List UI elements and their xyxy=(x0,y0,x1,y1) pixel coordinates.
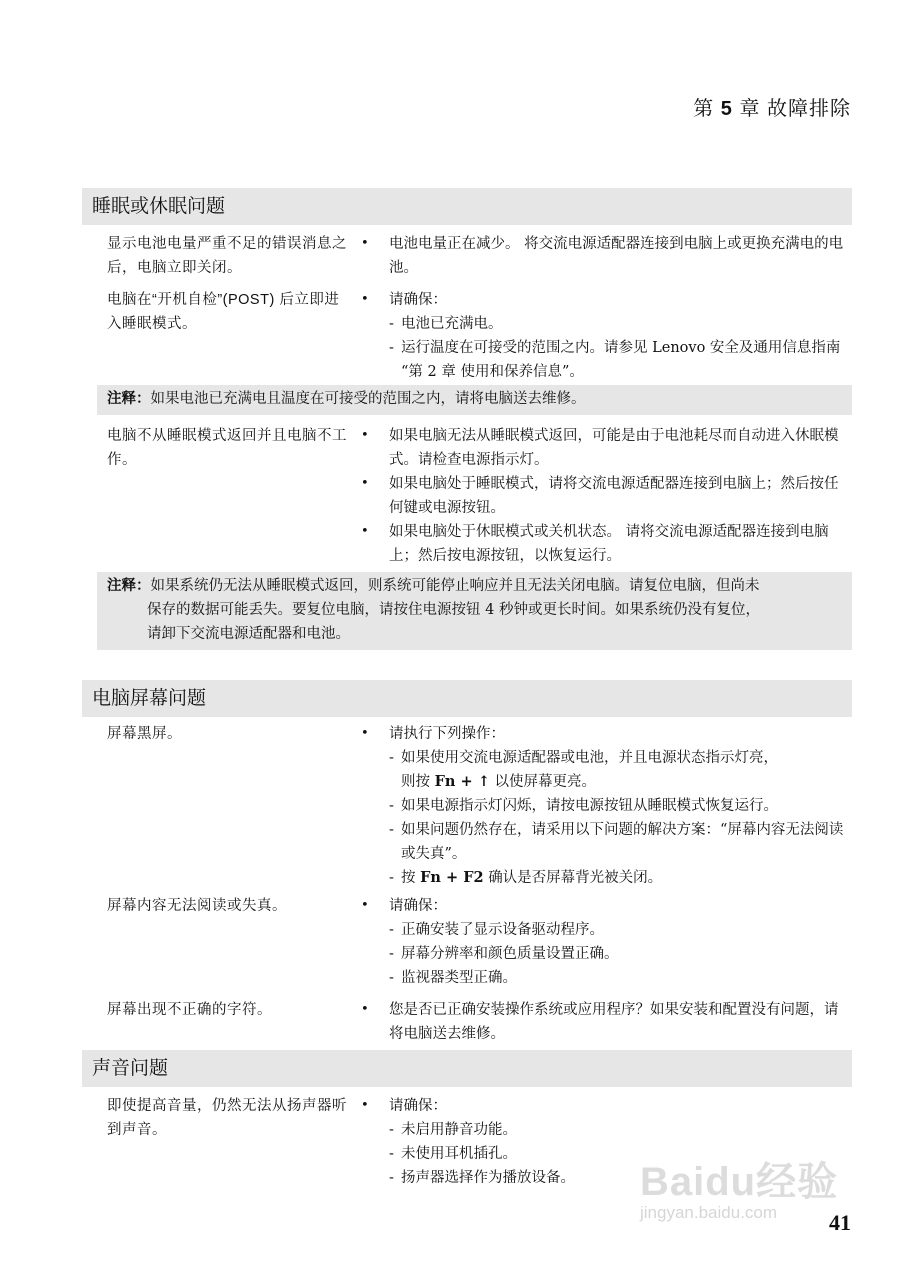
dash-mark: - xyxy=(389,970,394,986)
dash-text: 电池已充满电。 xyxy=(401,316,503,332)
bullet-item xyxy=(361,722,851,746)
baidu-watermark xyxy=(640,1150,838,1223)
bullet-mark: • xyxy=(361,476,369,491)
section-heading-sound: 声音问题 xyxy=(82,1050,852,1087)
dash-item xyxy=(361,794,851,818)
chapter-prefix: 第 xyxy=(693,98,715,120)
problem-distorted-screen: 屏幕内容无法阅读或失真。 xyxy=(107,898,287,914)
bullet-text: 请确保： xyxy=(389,898,447,914)
note-label: 注释： xyxy=(107,391,151,407)
dash-item xyxy=(361,918,851,942)
dash-text: 如果问题仍然存在，请采用以下问题的解决方案：“屏幕内容无法阅读或失真”。 xyxy=(401,822,844,862)
bullet-text: 请执行下列操作： xyxy=(389,726,505,742)
dash-mark: - xyxy=(389,1170,394,1186)
dash-mark: - xyxy=(389,316,394,332)
note-line: 保存的数据可能丢失。要复位电脑，请按住电源按钮 4 秒钟或更长时间。如果系统仍没有复位， xyxy=(147,602,760,618)
bullet-mark: • xyxy=(361,292,369,307)
dash-mark: - xyxy=(389,1122,394,1138)
problem-low-battery: 显示电池电量严重不足的错误消息之后，电脑立即关闭。 xyxy=(107,236,347,276)
dash-text: 运行温度在可接受的范围之内。请参见 Lenovo 安全及通用信息指南 “第 2 章 使用和保养信息”。 xyxy=(401,340,841,380)
bullet-item xyxy=(361,1094,851,1118)
dash-item xyxy=(361,818,851,866)
watermark-brand: Baidu经验 xyxy=(640,1160,839,1204)
solution-distorted-screen xyxy=(361,894,851,990)
bullet-mark: • xyxy=(361,726,369,741)
note-line xyxy=(107,574,842,598)
dash-text: 屏幕分辨率和颜色质量设置正确。 xyxy=(401,946,619,962)
dash-item xyxy=(361,312,851,336)
bullet-item xyxy=(361,894,851,918)
dash-mark: - xyxy=(389,822,394,838)
dash-item xyxy=(361,966,851,990)
dash-item xyxy=(361,942,851,966)
dash-mark: - xyxy=(389,870,394,886)
key-combo: Fn + F2 xyxy=(420,869,484,886)
dash-text: 监视器类型正确。 xyxy=(401,970,517,986)
bullet-mark: • xyxy=(361,428,369,443)
dash-mark: - xyxy=(389,798,394,814)
watermark-url: jingyan.baidu.com xyxy=(640,1203,778,1222)
bullet-mark: • xyxy=(361,1098,369,1113)
dash-text: 以使屏幕更亮。 xyxy=(494,774,596,790)
bullet-mark: • xyxy=(361,236,369,251)
chapter-number: 5 xyxy=(720,98,733,120)
bullet-item xyxy=(361,520,851,568)
note-text: 如果电池已充满电且温度在可接受的范围之内，请将电脑送去维修。 xyxy=(150,391,586,407)
note-battery-charged xyxy=(97,385,852,415)
bullet-text: 如果电脑处于休眠模式或关机状态。 请将交流电源适配器连接到电脑上；然后按电源按钮，以恢复运行。 xyxy=(389,524,829,564)
note-label: 注释： xyxy=(107,578,151,594)
bullet-item xyxy=(361,288,851,312)
dash-text: 扬声器选择作为播放设备。 xyxy=(401,1170,575,1186)
dash-mark: - xyxy=(389,750,394,766)
note-text: 如果系统仍无法从睡眠模式返回，则系统可能停止响应并且无法关闭电脑。请复位电脑，但尚未 xyxy=(150,578,760,594)
bullet-text: 电池电量正在减少。 将交流电源适配器连接到电脑上或更换充满电的电池。 xyxy=(389,236,844,276)
dash-item xyxy=(361,746,851,794)
key-combo: Fn + ↑ xyxy=(434,773,490,790)
solution-black-screen xyxy=(361,722,851,890)
dash-text: 未使用耳机插孔。 xyxy=(401,1146,517,1162)
problem-no-resume: 电脑不从睡眠模式返回并且电脑不工作。 xyxy=(107,428,347,468)
chapter-title: 章 故障排除 xyxy=(739,98,851,120)
problem-wrong-characters: 屏幕出现不正确的字符。 xyxy=(107,1002,272,1018)
bullet-text: 如果电脑处于睡眠模式，请将交流电源适配器连接到电脑上；然后按任何键或电源按钮。 xyxy=(389,476,839,516)
bullet-item xyxy=(361,232,851,280)
bullet-text: 请确保： xyxy=(389,292,447,308)
dash-text: 如果使用交流电源适配器或电池，并且电源状态指示灯亮， xyxy=(401,750,778,766)
dash-text: 按 xyxy=(401,870,416,886)
solution-no-resume xyxy=(361,424,851,568)
dash-mark: - xyxy=(389,946,394,962)
bullet-mark: • xyxy=(361,524,369,539)
dash-item xyxy=(361,1118,851,1142)
dash-text: 确认是否屏幕背光被关闭。 xyxy=(488,870,663,886)
bullet-text: 请确保： xyxy=(389,1098,447,1114)
solution-low-battery xyxy=(361,232,851,280)
solution-post-sleep xyxy=(361,288,851,384)
bullet-mark: • xyxy=(361,1002,369,1017)
dash-item xyxy=(361,336,851,384)
bullet-item xyxy=(361,472,851,520)
dash-text: 未启用静音功能。 xyxy=(401,1122,517,1138)
dash-item xyxy=(361,866,851,890)
dash-mark: - xyxy=(389,340,394,356)
solution-wrong-characters xyxy=(361,998,851,1046)
dash-mark: - xyxy=(389,922,394,938)
dash-text: 则按 xyxy=(401,774,430,790)
dash-text: 如果电源指示灯闪烁，请按电源按钮从睡眠模式恢复运行。 xyxy=(401,798,778,814)
note-line: 请卸下交流电源适配器和电池。 xyxy=(147,626,350,642)
bullet-text: 您是否已正确安装操作系统或应用程序？如果安装和配置没有问题，请将电脑送去维修。 xyxy=(389,1002,839,1042)
page-number: 41 xyxy=(829,1210,851,1235)
dash-mark: - xyxy=(389,1146,394,1162)
section-heading-screen: 电脑屏幕问题 xyxy=(82,680,852,717)
dash-text: 正确安装了显示设备驱动程序。 xyxy=(401,922,604,938)
bullet-item xyxy=(361,424,851,472)
problem-post-sleep: 电脑在“开机自检”(POST) 后立即进入睡眠模式。 xyxy=(107,292,340,332)
problem-black-screen: 屏幕黑屏。 xyxy=(107,726,182,742)
problem-no-sound: 即使提高音量，仍然无法从扬声器听到声音。 xyxy=(107,1098,347,1138)
note-reset-computer xyxy=(97,572,852,650)
chapter-header xyxy=(693,92,851,121)
bullet-text: 如果电脑无法从睡眠模式返回，可能是由于电池耗尽而自动进入休眠模式。请检查电源指示灯。 xyxy=(389,428,839,468)
bullet-item xyxy=(361,998,851,1046)
bullet-mark: • xyxy=(361,898,369,913)
section-heading-sleep: 睡眠或休眠问题 xyxy=(82,188,852,225)
